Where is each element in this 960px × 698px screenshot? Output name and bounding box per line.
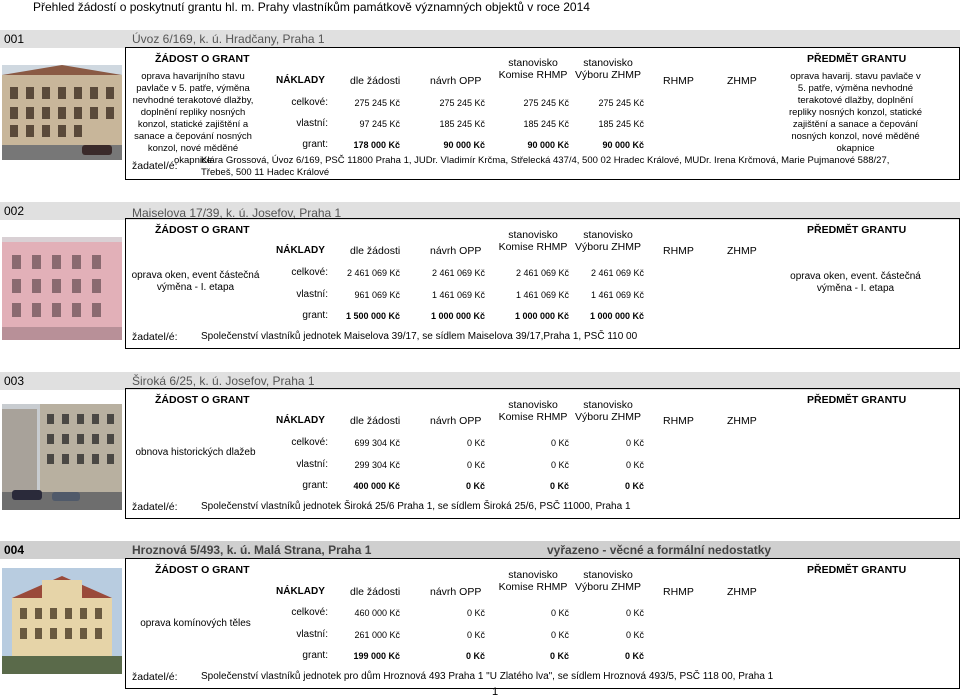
section-number: 003 bbox=[4, 374, 25, 388]
zadost-heading: ŽÁDOST O GRANT bbox=[155, 394, 250, 406]
section-number: 001 bbox=[4, 32, 25, 46]
building-photo bbox=[2, 237, 122, 340]
zadatel-label: žadatel/é: bbox=[132, 671, 178, 683]
dle-zadosti-header: dle žádosti bbox=[350, 415, 401, 427]
zadatel-label: žadatel/é: bbox=[132, 331, 178, 343]
vlastni-dle-zadosti: 97 245 Kč bbox=[359, 119, 400, 129]
grant-dle-zadosti: 400 000 Kč bbox=[353, 481, 400, 491]
rhmp-header: RHMP bbox=[663, 75, 694, 87]
celkove-navrh-opp: 275 245 Kč bbox=[439, 98, 485, 108]
vlastni-dle-zadosti: 299 304 Kč bbox=[354, 460, 400, 470]
zhmp-header: ZHMP bbox=[727, 415, 757, 427]
grant-navrh-opp: 0 Kč bbox=[465, 481, 485, 491]
celkove-dle-zadosti: 460 000 Kč bbox=[354, 608, 400, 618]
grant-label: grant: bbox=[302, 310, 328, 321]
grant-navrh-opp: 0 Kč bbox=[465, 651, 485, 661]
grant-vyboru: 90 000 Kč bbox=[602, 140, 644, 150]
building-photo bbox=[2, 65, 122, 160]
vlastni-dle-zadosti: 961 069 Kč bbox=[354, 290, 400, 300]
section-address: Maiselova 17/39, k. ú. Josefov, Praha 1 bbox=[132, 206, 342, 220]
zhmp-header: ZHMP bbox=[727, 245, 757, 257]
applicant-text: Společenství vlastníků jednotek Široká 25/6 Praha 1, se sídlem Široká 25/6, PSČ 11000, Praha 1 bbox=[201, 501, 631, 512]
page-number: 1 bbox=[492, 686, 499, 698]
grant-label: grant: bbox=[302, 139, 328, 150]
grant-vyboru: 0 Kč bbox=[624, 651, 644, 661]
navrh-opp-header: návrh OPP bbox=[430, 75, 482, 87]
navrh-opp-header: návrh OPP bbox=[430, 415, 482, 427]
celkove-navrh-opp: 0 Kč bbox=[466, 438, 485, 448]
zadost-heading: ŽÁDOST O GRANT bbox=[155, 224, 250, 236]
dle-zadosti-header: dle žádosti bbox=[350, 245, 401, 257]
naklady-header: NÁKLADY bbox=[276, 245, 325, 256]
section-number: 004 bbox=[4, 543, 25, 557]
predmet-heading: PŘEDMĚT GRANTU bbox=[807, 224, 907, 236]
stanovisko-komise-header: stanovisko Komise RHMP bbox=[498, 399, 568, 423]
vlastni-navrh-opp: 0 Kč bbox=[466, 460, 485, 470]
stanovisko-komise-header: stanovisko Komise RHMP bbox=[498, 569, 568, 593]
vlastni-komise: 1 461 069 Kč bbox=[515, 290, 569, 300]
vlastni-vyboru: 0 Kč bbox=[625, 630, 644, 640]
applicant-text: Klára Grossová, Úvoz 6/169, PSČ 11800 Praha 1, JUDr. Vladimír Krčma, Střelecká 437/4, 500 02 Hradec Králové, MUDr. Irena Krčmová, Marie Pujmanové 588/27, Třebeš, 500 11 Hadec Králové bbox=[201, 155, 890, 178]
zhmp-header: ZHMP bbox=[727, 75, 757, 87]
stanovisko-vyboru-header: stanovisko Výboru ZHMP bbox=[575, 399, 641, 423]
celkove-komise: 0 Kč bbox=[550, 608, 569, 618]
celkove-dle-zadosti: 2 461 069 Kč bbox=[346, 268, 400, 278]
celkove-vyboru: 0 Kč bbox=[625, 438, 644, 448]
rhmp-header: RHMP bbox=[663, 415, 694, 427]
vlastni-vyboru: 1 461 069 Kč bbox=[590, 290, 644, 300]
vlastni-komise: 0 Kč bbox=[550, 630, 569, 640]
vlastni-label: vlastní: bbox=[296, 629, 328, 640]
zadost-heading: ŽÁDOST O GRANT bbox=[155, 53, 250, 65]
celkove-vyboru: 275 245 Kč bbox=[598, 98, 644, 108]
vlastni-komise: 0 Kč bbox=[550, 460, 569, 470]
grant-dle-zadosti: 1 500 000 Kč bbox=[345, 311, 400, 321]
predmet-heading: PŘEDMĚT GRANTU bbox=[807, 564, 907, 576]
request-description: obnova historických dlažeb bbox=[135, 447, 256, 458]
grant-subject-description: oprava havarij. stavu pavlače v 5. patře, výměna nevhodné terakotové dlažby, doplnění repliky nosných konzol, statické zajištění a sanace a čepování nosných konzol, nové měděné okapnice bbox=[788, 71, 923, 154]
zadost-heading: ŽÁDOST O GRANT bbox=[155, 564, 250, 576]
section-address: Úvoz 6/169, k. ú. Hradčany, Praha 1 bbox=[132, 32, 325, 46]
grant-komise: 0 Kč bbox=[549, 481, 569, 491]
stanovisko-vyboru-header: stanovisko Výboru ZHMP bbox=[575, 57, 641, 81]
dle-zadosti-header: dle žádosti bbox=[350, 75, 401, 87]
page-title: Přehled žádostí o poskytnutí grantu hl. m. Prahy vlastníkům památkově významných objektů v roce 2014 bbox=[33, 0, 590, 14]
celkove-label: celkové: bbox=[291, 437, 328, 448]
celkove-komise: 2 461 069 Kč bbox=[515, 268, 569, 278]
zadatel-label: žadatel/é: bbox=[132, 160, 178, 172]
predmet-heading: PŘEDMĚT GRANTU bbox=[807, 394, 907, 406]
celkove-label: celkové: bbox=[291, 267, 328, 278]
grant-navrh-opp: 1 000 000 Kč bbox=[430, 311, 485, 321]
celkove-vyboru: 2 461 069 Kč bbox=[590, 268, 644, 278]
zhmp-header: ZHMP bbox=[727, 586, 757, 598]
section-address: Hroznová 5/493, k. ú. Malá Strana, Praha 1 bbox=[132, 543, 372, 557]
section-address: Široká 6/25, k. ú. Josefov, Praha 1 bbox=[132, 374, 315, 388]
dle-zadosti-header: dle žádosti bbox=[350, 586, 401, 598]
celkove-label: celkové: bbox=[291, 607, 328, 618]
vlastni-label: vlastní: bbox=[296, 289, 328, 300]
grant-komise: 90 000 Kč bbox=[527, 140, 569, 150]
celkove-dle-zadosti: 275 245 Kč bbox=[354, 98, 400, 108]
request-description: oprava komínových těles bbox=[140, 618, 251, 629]
celkove-navrh-opp: 0 Kč bbox=[466, 608, 485, 618]
stanovisko-vyboru-header: stanovisko Výboru ZHMP bbox=[575, 569, 641, 593]
vlastni-komise: 185 245 Kč bbox=[523, 119, 569, 129]
rhmp-header: RHMP bbox=[663, 245, 694, 257]
grant-dle-zadosti: 199 000 Kč bbox=[353, 651, 400, 661]
celkove-dle-zadosti: 699 304 Kč bbox=[354, 438, 400, 448]
naklady-header: NÁKLADY bbox=[276, 586, 325, 597]
naklady-header: NÁKLADY bbox=[276, 415, 325, 426]
naklady-header: NÁKLADY bbox=[276, 75, 325, 86]
grant-vyboru: 0 Kč bbox=[624, 481, 644, 491]
vlastni-dle-zadosti: 261 000 Kč bbox=[354, 630, 400, 640]
navrh-opp-header: návrh OPP bbox=[430, 245, 482, 257]
grant-vyboru: 1 000 000 Kč bbox=[589, 311, 644, 321]
grant-komise: 1 000 000 Kč bbox=[514, 311, 569, 321]
stanovisko-vyboru-header: stanovisko Výboru ZHMP bbox=[575, 229, 641, 253]
vlastni-label: vlastní: bbox=[296, 459, 328, 470]
celkove-komise: 0 Kč bbox=[550, 438, 569, 448]
rhmp-header: RHMP bbox=[663, 586, 694, 598]
celkove-vyboru: 0 Kč bbox=[625, 608, 644, 618]
vlastni-vyboru: 185 245 Kč bbox=[598, 119, 644, 129]
vlastni-navrh-opp: 1 461 069 Kč bbox=[431, 290, 485, 300]
building-photo bbox=[2, 404, 122, 510]
grant-label: grant: bbox=[302, 650, 328, 661]
applicant-text: Společenství vlastníků jednotek pro dům Hroznová 493 Praha 1 "U Zlatého lva", se sídlem Hroznová 493/5, PSČ 118 00, Praha 1 bbox=[201, 671, 774, 682]
vlastni-navrh-opp: 0 Kč bbox=[466, 630, 485, 640]
vlastni-vyboru: 0 Kč bbox=[625, 460, 644, 470]
grant-subject-description: oprava oken, event. částečná výměna - I. etapa bbox=[790, 271, 921, 294]
applicant-text: Společenství vlastníků jednotek Maiselova 39/17, se sídlem Maiselova 39/17,Praha 1, PSČ 110 00 bbox=[201, 331, 638, 342]
vlastni-label: vlastní: bbox=[296, 118, 328, 129]
stanovisko-komise-header: stanovisko Komise RHMP bbox=[498, 229, 568, 253]
predmet-heading: PŘEDMĚT GRANTU bbox=[807, 53, 907, 65]
rejection-status: vyřazeno - věcné a formální nedostatky bbox=[547, 543, 772, 557]
stanovisko-komise-header: stanovisko Komise RHMP bbox=[498, 57, 568, 81]
request-description: oprava havarijního stavu pavlače v 5. patře, výměna nevhodné terakotové dlažby, doplnění repliky nosných konzol, statické zajištění a sanace a čepování nosných konzol, nové měděné okapnice bbox=[132, 71, 254, 166]
navrh-opp-header: návrh OPP bbox=[430, 586, 482, 598]
building-photo bbox=[2, 568, 122, 674]
zadatel-label: žadatel/é: bbox=[132, 501, 178, 513]
grant-dle-zadosti: 178 000 Kč bbox=[353, 140, 400, 150]
celkove-komise: 275 245 Kč bbox=[523, 98, 569, 108]
grant-komise: 0 Kč bbox=[549, 651, 569, 661]
celkove-navrh-opp: 2 461 069 Kč bbox=[431, 268, 485, 278]
grant-label: grant: bbox=[302, 480, 328, 491]
grant-navrh-opp: 90 000 Kč bbox=[443, 140, 485, 150]
section-number: 002 bbox=[4, 204, 25, 218]
celkove-label: celkové: bbox=[291, 97, 328, 108]
vlastni-navrh-opp: 185 245 Kč bbox=[439, 119, 485, 129]
request-description: oprava oken, event částečná výměna - I. etapa bbox=[131, 270, 260, 293]
